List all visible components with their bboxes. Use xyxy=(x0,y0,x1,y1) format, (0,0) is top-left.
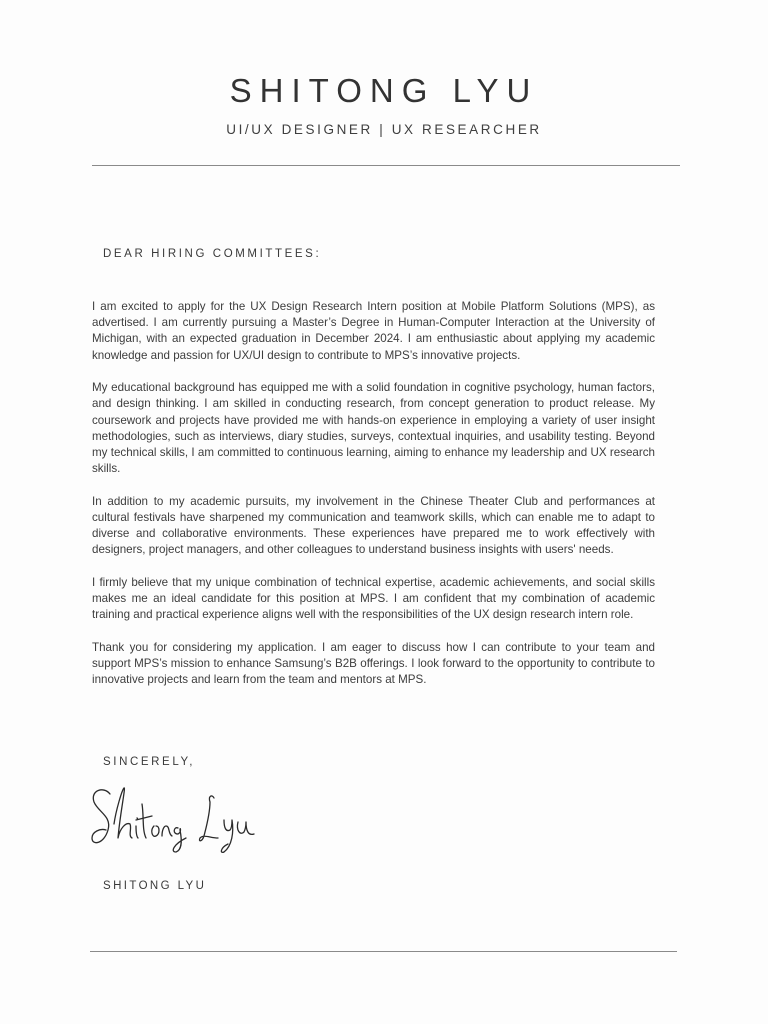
paragraph-intro: I am excited to apply for the UX Design Research Intern position at Mobile Platform Solutions (MPS), as advertised. I am currently pursuing a Master’s Degree in Human-Computer Interaction at the University of Michigan, with an expected graduation in December 2024. I am enthusiastic about applying my academic knowledge and passion for UX/UI design to contribute to MPS’s innovative projects. xyxy=(92,300,655,362)
paragraph-fit: I firmly believe that my unique combination of technical expertise, academic achievements, and social skills makes me an ideal candidate for this position at MPS. I am confident that my combination of academic training and practical experience aligns well with the responsibilities of the UX design research intern role. xyxy=(92,575,655,622)
applicant-name: SHITONG LYU xyxy=(229,72,539,109)
footer-divider xyxy=(90,951,677,952)
signed-name: SHITONG LYU xyxy=(103,880,207,892)
paragraph-education: My educational background has equipped me with a solid foundation in cognitive psychology, human factors, and design thinking. I am skilled in conducting research, from concept generation to product release. My coursework and projects have provided me with hands-on experience in employing a variety of user insight methodologies, such as interviews, diary studies, surveys, contextual inquiries, and usability testing. Beyond my technical skills, I am committed to continuous learning, aiming to enhance my leadership and UX research skills. xyxy=(92,381,655,476)
paragraph-extracurricular: In addition to my academic pursuits, my involvement in the Chinese Theater Club and performances at cultural festivals have sharpened my communication and teamwork skills, which can enable me to adapt to diverse and collaborative environments. These experiences have prepared me to work effectively with designers, project managers, and other colleagues to understand business insights with users' needs. xyxy=(92,494,655,557)
closing: SINCERELY, xyxy=(103,756,196,768)
handwritten-signature xyxy=(86,780,276,854)
applicant-title: UI/UX DESIGNER | UX RESEARCHER xyxy=(226,122,542,137)
letter-body xyxy=(92,299,655,705)
header-divider xyxy=(92,165,680,166)
salutation: DEAR HIRING COMMITTEES: xyxy=(103,248,322,260)
paragraph-thanks: Thank you for considering my application. I am eager to discuss how I can contribute to your team and support MPS’s mission to enhance Samsung’s B2B offerings. I look forward to the opportunity to contribute to innovative projects and learn from the team and mentors at MPS. xyxy=(92,640,655,687)
